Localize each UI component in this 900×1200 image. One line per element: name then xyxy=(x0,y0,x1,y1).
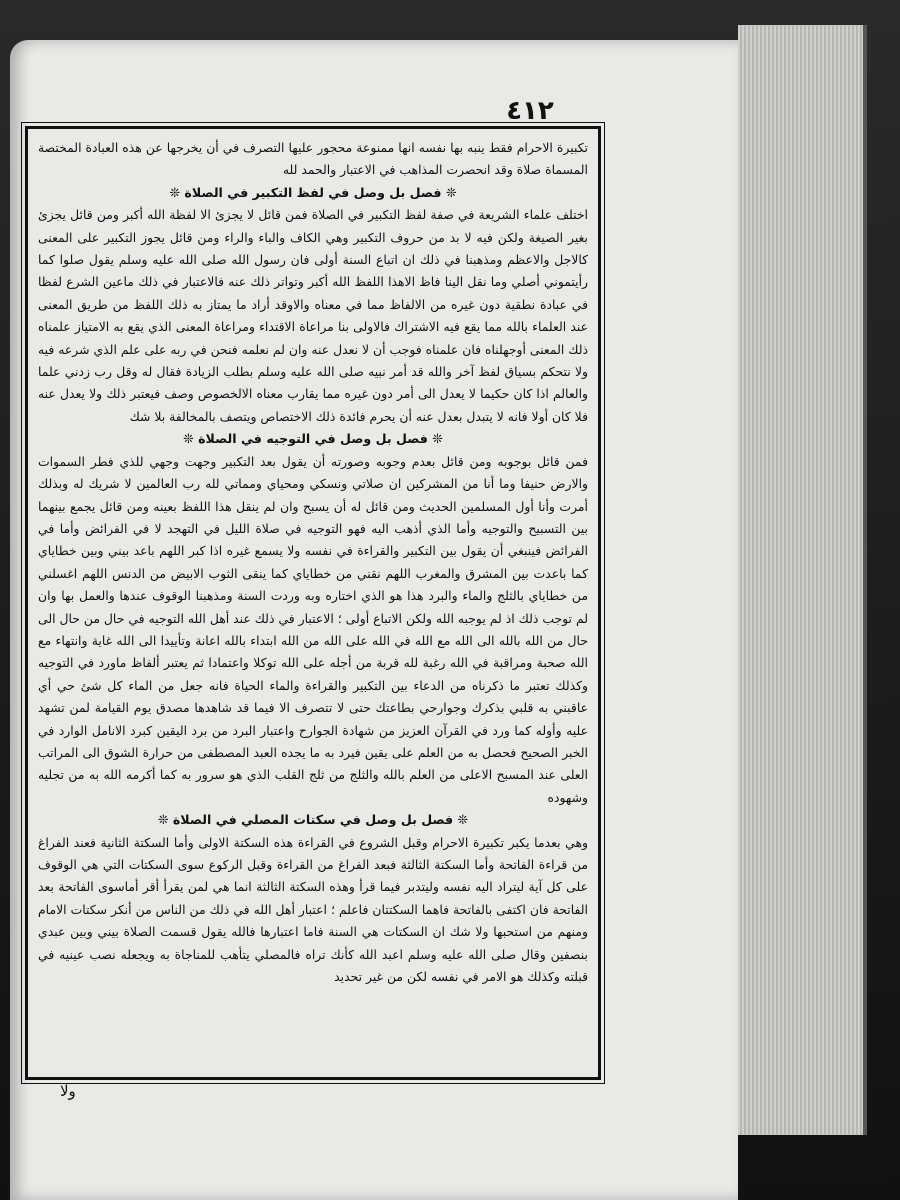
text-frame xyxy=(25,126,601,1080)
paragraph-takbir: اختلف علماء الشريعة في صفة لفظ التكبير في الصلاة فمن قائل لا يجزئ الا لفظة الله أكبر ومن قائل يجزئ بغير الصيغة ولكن فيه لا بد من حروف التكبير وهي الكاف والباء والراء ومن قائل يجوز التكبير على المعنى كالاجل والاعظم ومذهبنا في ذلك ان اتباع السنة أولى فان رسول الله صلى الله عليه وسلم يقول صلوا كما رأيتموني أصلي وما نقل الينا فاظ الاهذا اللفظ الله أكبر وتواتر ذلك عنه فالاعتبار في ذلك ماعين الشرع لفظا في عبادة نطقية دون غيره من الالفاظ مما في معناه والاوقد أراد ما يمتاز به ذلك اللفظ من طريق المعنى عند العلماء بالله مما يقع فيه الاشتراك فالاولى بنا مراعاة الاقتداء ومراعاة المعنى الذي يقع به الامتياز علمناه ذلك المعنى أوجهلناه فان علمناه فوجب أن لا نعدل عنه وان لم نعلمه فنحن في ربه على علم الذي شرعه فيه ولا نتحكم بسياق لفظ آخر والله قد أمر نبيه صلى الله عليه وسلم بطلب الزيادة فقال له وقل رب زدني علما والعالم اذا كان حكيما لا يعدل الى أمر دون غيره مما يقارب معناه الالخصوص وصف فيعتبر ذلك ولا يعدل عنه فلا كان أولا فانه لا يتبدل بعدل عنه أن يحرم فائدة ذلك الاختصاص ويتصف بالمخالفة بلا شك xyxy=(38,207,588,424)
page-number: ٤١٢ xyxy=(506,96,554,126)
book-page-edges xyxy=(738,25,867,1135)
section-heading-takbir: ❊ فصل بل وصل في لفظ التكبير في الصلاة ❊ xyxy=(38,182,588,204)
paragraph-intro: تكبيرة الاحرام فقط ينبه بها نفسه انها ممنوعة محجور عليها التصرف في أن يخرجها عن هذه العبادة المختصة المسماة صلاة وقد انحصرت المذاهب في الاعتبار والحمد لله xyxy=(38,140,588,178)
paragraph-tawjih: فمن قائل بوجوبه ومن قائل بعدم وجوبه وصورته أن يقول بعد التكبير وجهت وجهي للذي فطر السموات والارض حنيفا وما أنا من المشركين ان صلاتي ونسكي ومحياي ومماتي لله رب العالمين لا شريك له وبذلك أمرت وأنا أول المسلمين الحديث ومن قائل له أن يسبح وان لم ينقل هذا اللفظ بعينه ومن قائل يجمع بينهما بين التسبيح والتوجيه وأما الذي أذهب اليه فهو التوجيه في صلاة الليل في التهجد لا في الفرائض وأما في الفرائض فينبغي أن يقول بين التكبير والقراءة في نفسه ولا يسمع غيره اذا كبر اللهم باعد بيني وبين خطاياي كما باعدت بين المشرق والمغرب اللهم نقني من خطاياي كما ينقى الثوب الابيض من الدنس اللهم اغسلني من خطاياي بالثلج والماء والبرد هذا هو الذي اختاره وبه وردت السنة ومذهبنا الوقوف عندها والعمل بها وان لم توجب ذلك اذ لم يوجبه الله ولكن الاتباع أولى ؛ الاعتبار في ذلك عند أهل الله التوجيه في حال من حال الى حال من الله بالله الى الله مع الله في الله على الله من الله ابتداء بالله اعانة وتأييدا الى الله غاية وانتهاء مع الله صحبة ومراقبة في الله رغبة لله قربة من أجله على الله توكلا واعتمادا ثم يعتبر ألفاظ ماورد في التوجيه وكذلك تعتبر ما ذكرناه من الدعاء بين التكبير والقراءة والماء الحياة فانه جعل من الماء كل شئ حي أي عاقبني به قلبي بذكرك وجوارحي بطاعتك حتى لا تتصرف الا فيما قد شاهدها مصدق يوم القيامة لمن تشهد عليه وأوله كما ورد في القرآن العزيز من شهادة الجوارح واعتبار البرد من برد اليقين كبرد الانامل الوارد في الخبر الصحيح فحصل به من العلم على يقين فيرد به ما يجده العبد المصطفى من حرارة الشوق الى المراتب العلى عند المسبح الاعلى من العلم بالله والثلج من ثلج القلب الذي هو سرور به كما أكرمه الله به من تجليه وشهوده xyxy=(38,453,588,805)
page-content xyxy=(38,137,588,988)
section-heading-tawjih: ❊ فصل بل وصل في التوجيه في الصلاة ❊ xyxy=(38,428,588,450)
section-heading-sakatat: ❊ فصل بل وصل في سكتات المصلي في الصلاة ❊ xyxy=(38,809,588,831)
catchword: ولا xyxy=(60,1082,76,1100)
paragraph-sakatat: وهي بعدما يكبر تكبيرة الاحرام وقبل الشروع في القراءة هذه السكتة الاولى وأما السكتة الثانية فعند الفراغ من قراءة الفاتحة وأما السكتة الثالثة فبعد الفراغ من القراءة وقبل الركوع سوى السكتات التي هي الوقوف على كل آية ليتراد اليه نفسه وليتدبر فيما قرأ وهذه السكتة الثالثة انما هي لمن يقرأ أقر أماسوى الفاتحة بعد الفاتحة فان اكتفى بالفاتحة فاهما السكتتان فاعلم ؛ اعتبار أهل الله في ذلك من الناس من أنكر سكتات الامام ومنهم من استحبها ولا شك ان السكتات هي السنة فاما اعتبارها فالله يقول قسمت الصلاة بيني وبين عبدي بنصفين وقال صلى الله عليه وسلم اعبد الله كأنك تراه فالمصلي يتأهب للمناجاة به ويجعله نصب عينيه في قبلته وكذلك هو الامر في نفسه لكن من غير تحديد xyxy=(38,834,588,985)
